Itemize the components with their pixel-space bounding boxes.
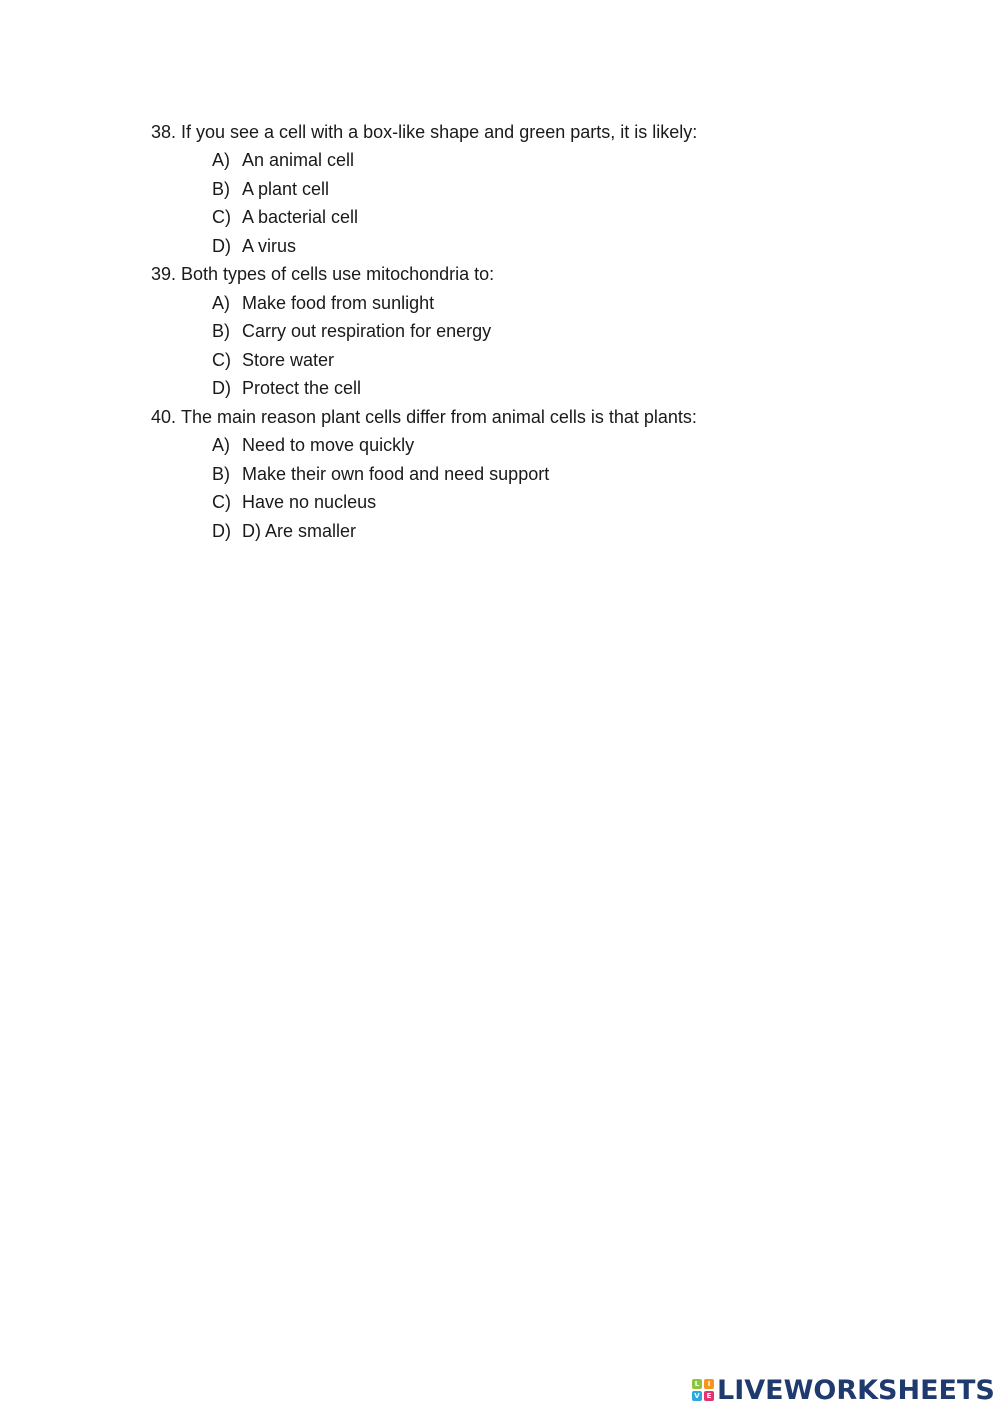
question-39 xyxy=(151,261,911,404)
answer-options xyxy=(151,432,911,546)
option-text: Make their own food and need support xyxy=(242,463,550,484)
option-letter: B) xyxy=(212,321,230,342)
answer-option[interactable] xyxy=(151,232,911,261)
answer-option[interactable] xyxy=(151,318,911,347)
option-letter: D) xyxy=(212,235,231,256)
question-number: 38. xyxy=(151,121,177,142)
option-text: Have no nucleus xyxy=(242,492,377,513)
logo-wordmark: LIVEWORKSHEETS xyxy=(717,1374,995,1406)
logo-mark-icon xyxy=(692,1379,714,1401)
option-text: Protect the cell xyxy=(242,378,362,399)
option-text: A bacterial cell xyxy=(242,207,359,228)
liveworksheets-logo xyxy=(692,1374,995,1406)
option-letter: A) xyxy=(212,435,230,456)
logo-mark-tile: I xyxy=(704,1379,714,1389)
option-letter: A) xyxy=(212,292,230,313)
logo-mark-tile: V xyxy=(692,1391,702,1401)
question-text: The main reason plant cells differ from animal cells is that plants: xyxy=(181,406,697,427)
question-40 xyxy=(151,403,911,546)
option-text: D) Are smaller xyxy=(242,520,357,541)
option-letter: D) xyxy=(212,520,231,541)
answer-options xyxy=(151,147,911,261)
option-letter: C) xyxy=(212,492,231,513)
answer-option[interactable] xyxy=(151,489,911,518)
answer-option[interactable] xyxy=(151,289,911,318)
option-letter: A) xyxy=(212,150,230,171)
option-text: A virus xyxy=(242,235,297,256)
logo-mark-tile: E xyxy=(704,1391,714,1401)
option-letter: B) xyxy=(212,178,230,199)
worksheet xyxy=(151,118,911,546)
question-stem xyxy=(151,118,911,147)
answer-option[interactable] xyxy=(151,375,911,404)
option-text: Need to move quickly xyxy=(242,435,415,456)
answer-option[interactable] xyxy=(151,204,911,233)
option-text: An animal cell xyxy=(242,150,355,171)
question-stem xyxy=(151,261,911,290)
question-38 xyxy=(151,118,911,261)
option-text: Carry out respiration for energy xyxy=(242,321,492,342)
option-letter: D) xyxy=(212,378,231,399)
answer-option[interactable] xyxy=(151,432,911,461)
question-text: Both types of cells use mitochondria to: xyxy=(181,264,495,285)
answer-option[interactable] xyxy=(151,175,911,204)
question-text: If you see a cell with a box-like shape and green parts, it is likely: xyxy=(181,121,698,142)
question-stem xyxy=(151,403,911,432)
option-text: A plant cell xyxy=(242,178,330,199)
question-number: 39. xyxy=(151,264,177,285)
answer-option[interactable] xyxy=(151,460,911,489)
option-text: Make food from sunlight xyxy=(242,292,435,313)
question-number: 40. xyxy=(151,406,177,427)
option-text: Store water xyxy=(242,349,335,370)
option-letter: B) xyxy=(212,463,230,484)
option-letter: C) xyxy=(212,349,231,370)
answer-option[interactable] xyxy=(151,147,911,176)
answer-option[interactable] xyxy=(151,346,911,375)
option-letter: C) xyxy=(212,207,231,228)
logo-mark-tile: L xyxy=(692,1379,702,1389)
answer-option[interactable] xyxy=(151,517,911,546)
answer-options xyxy=(151,289,911,403)
